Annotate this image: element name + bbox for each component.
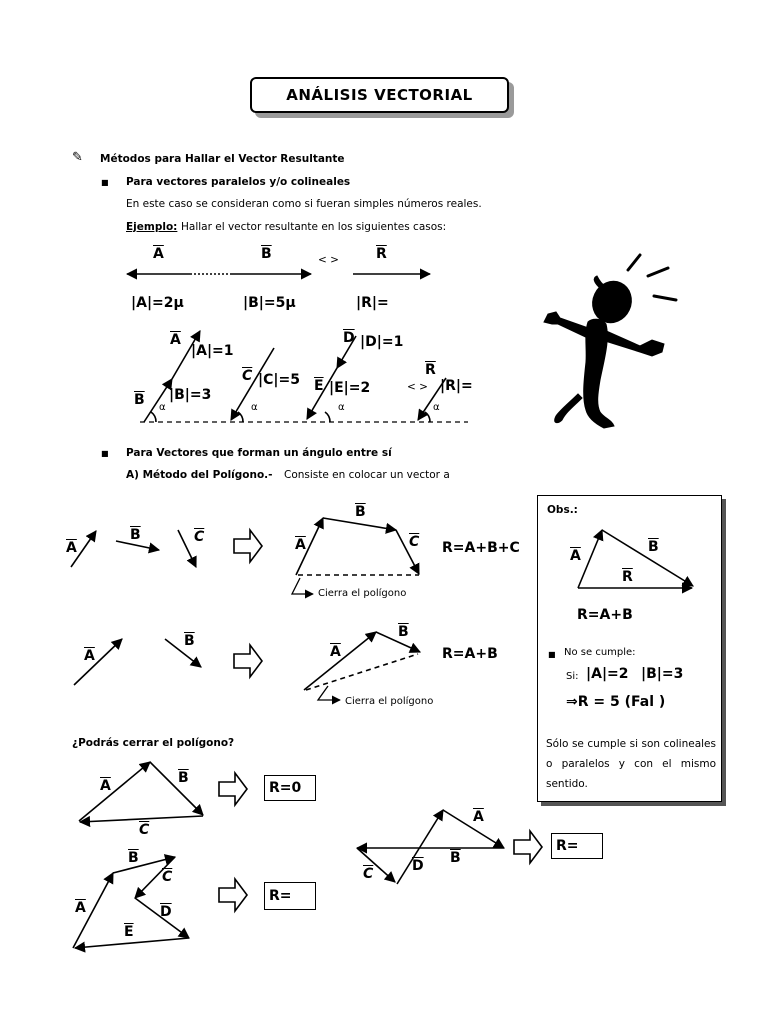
- incl-vector-d: [337, 336, 356, 368]
- closed1-vector-a: [79, 762, 150, 821]
- poly1-sep-c: [178, 530, 196, 567]
- poly2-b-label: $\overline{B}$: [184, 633, 195, 649]
- poly1-result: R=A+B+C: [442, 540, 520, 556]
- subheading-parallel: Para vectores paralelos y/o colineales: [126, 176, 351, 188]
- magnitude-a: |A|=2μ: [131, 295, 184, 311]
- poly1-b-label: $\overline{B}$: [130, 527, 141, 543]
- incl-equiv-sign: < >: [407, 381, 428, 393]
- obs-b-label: $\overline{B}$: [648, 539, 659, 555]
- incl-mag-r: |R|=: [440, 378, 473, 394]
- vector-r-label: $\overline{R}$: [376, 246, 387, 262]
- poly2-close-note: Cierra el polígono: [345, 696, 434, 707]
- incl-vector-a: [172, 331, 200, 379]
- closed3-c-label: $\overline{C}$: [363, 866, 374, 882]
- obs-note: Sólo se cumple si son colineales o paralelos y con el mismo sentido.: [546, 738, 716, 790]
- angle-alpha-2: α: [251, 402, 258, 413]
- bullet-square-icon-2: ■: [101, 449, 109, 458]
- incl-vector-c: [231, 348, 274, 420]
- incl-vector-r: [418, 378, 446, 420]
- poly1-vector-a: [296, 518, 323, 575]
- bullet-square-icon: ■: [101, 178, 109, 187]
- angle-arc-1: [151, 412, 156, 422]
- poly2-dashed-resultant: [306, 654, 418, 690]
- incl-mag-d: |D|=1: [360, 334, 404, 350]
- closed2-vector-e: [75, 938, 189, 948]
- incl-vector-e: [307, 368, 337, 419]
- incl-d-label: $\overline{D}$: [343, 330, 355, 346]
- equivalence-sign: < >: [318, 254, 339, 266]
- obs-vector-b: [602, 530, 693, 586]
- obs-si: Si:: [566, 671, 579, 682]
- closed3-vector-c: [357, 848, 395, 882]
- incl-a-label: $\overline{A}$: [170, 332, 181, 348]
- angle-alpha-4: α: [433, 402, 440, 413]
- magnitude-r: |R|=: [356, 295, 389, 311]
- incl-vector-b: [144, 379, 172, 422]
- obs-mag-a: |A|=2: [586, 666, 629, 682]
- closed2-b-label: $\overline{B}$: [128, 850, 139, 866]
- incl-mag-e: |E|=2: [329, 380, 371, 396]
- poly1-sep-a: [71, 531, 96, 567]
- closed2-vector-b: [113, 857, 175, 873]
- poly1-c2-label: $\overline{C}$: [409, 534, 420, 550]
- closed1-vector-c: [80, 816, 203, 822]
- question-text: ¿Podrás cerrar el polígono?: [72, 737, 235, 749]
- obs-title: Obs.:: [547, 504, 578, 516]
- incl-b-label: $\overline{B}$: [134, 392, 145, 408]
- hollow-arrow-3: [219, 773, 247, 805]
- closed1-result: R=0: [269, 780, 302, 796]
- hollow-arrow-1: [234, 530, 262, 562]
- poly2-result: R=A+B: [442, 646, 498, 662]
- cartoon-figure: [544, 255, 676, 428]
- closed2-d-label: $\overline{D}$: [160, 904, 172, 920]
- angle-arc-2: [238, 412, 243, 422]
- poly1-b2-label: $\overline{B}$: [355, 504, 366, 520]
- incl-r-label: $\overline{R}$: [425, 362, 436, 378]
- vector-a-label: $\overline{A}$: [153, 246, 164, 262]
- hollow-arrow-2: [234, 645, 262, 677]
- method-label: A) Método del Polígono.-: [126, 469, 273, 481]
- closed1-vector-b: [150, 762, 203, 815]
- obs-implies: ⇒R = 5 (Fal ): [566, 694, 666, 710]
- parallel-explanation: En este caso se consideran como si fueran simples números reales.: [126, 198, 482, 210]
- obs-bullet-icon: ■: [548, 650, 556, 659]
- pointing-hand-icon: ✎: [72, 150, 83, 165]
- angle-arc-4: [425, 412, 430, 422]
- closed3-vector-d: [397, 810, 443, 884]
- closed2-vector-d: [135, 898, 189, 938]
- hollow-arrow-4: [219, 879, 247, 911]
- closed2-vector-a: [73, 873, 113, 948]
- angle-arc-3: [325, 412, 330, 422]
- closed3-result: R=: [556, 838, 579, 854]
- obs-vector-a: [578, 530, 602, 588]
- poly2-vector-b: [376, 632, 420, 652]
- poly1-c-label: $\overline{C}$: [194, 529, 205, 545]
- method-text: Consiste en colocar un vector a: [284, 469, 450, 481]
- section-heading: Métodos para Hallar el Vector Resultante: [100, 153, 345, 165]
- angle-alpha-1: α: [159, 402, 166, 413]
- poly2-sep-a: [74, 639, 122, 685]
- poly2-sep-b: [165, 639, 201, 667]
- closed2-a-label: $\overline{A}$: [75, 900, 86, 916]
- page-title-text: ANÁLISIS VECTORIAL: [286, 86, 473, 104]
- poly1-sep-b: [116, 541, 159, 550]
- vector-b-label: $\overline{B}$: [261, 246, 272, 262]
- closed1-c-label: $\overline{C}$: [139, 822, 150, 838]
- example-label: Ejemplo:: [126, 221, 178, 233]
- obs-a-label: $\overline{A}$: [570, 548, 581, 564]
- poly2-a-label: $\overline{A}$: [84, 648, 95, 664]
- closed2-e-label: $\overline{E}$: [124, 924, 134, 940]
- closed3-a-label: $\overline{A}$: [473, 809, 484, 825]
- closed2-c-label: $\overline{C}$: [162, 869, 173, 885]
- poly1-close-pointer: [292, 578, 313, 594]
- poly2-b2-label: $\overline{B}$: [398, 624, 409, 640]
- obs-mag-b: |B|=3: [641, 666, 684, 682]
- poly1-vector-c: [396, 530, 419, 574]
- closed1-a-label: $\overline{A}$: [100, 778, 111, 794]
- obs-r-label: $\overline{R}$: [622, 569, 633, 585]
- closed2-vector-c: [135, 857, 175, 898]
- closed3-b-label: $\overline{B}$: [450, 850, 461, 866]
- poly2-close-pointer: [318, 686, 340, 700]
- poly1-vector-b: [323, 518, 396, 530]
- poly1-a-label: $\overline{A}$: [66, 540, 77, 556]
- poly2-a2-label: $\overline{A}$: [330, 644, 341, 660]
- incl-mag-a: |A|=1: [191, 343, 234, 359]
- closed3-d-label: $\overline{D}$: [412, 858, 424, 874]
- obs-formula: R=A+B: [577, 607, 633, 623]
- incl-c-label: $\overline{C}$: [242, 368, 253, 384]
- incl-mag-c: |C|=5: [258, 372, 300, 388]
- magnitude-b: |B|=5μ: [243, 295, 296, 311]
- incl-mag-b: |B|=3: [169, 387, 212, 403]
- subheading-angle: Para Vectores que forman un ángulo entre sí: [126, 447, 392, 459]
- poly1-close-note: Cierra el polígono: [318, 588, 407, 599]
- closed2-result: R=: [269, 888, 292, 904]
- obs-bullet-text: No se cumple:: [564, 647, 636, 658]
- angle-alpha-3: α: [338, 402, 345, 413]
- poly1-a2-label: $\overline{A}$: [295, 537, 306, 553]
- example-text: Hallar el vector resultante en los siguientes casos:: [181, 221, 447, 233]
- incl-e-label: $\overline{E}$: [314, 378, 324, 394]
- hollow-arrow-5: [514, 831, 542, 863]
- poly2-vector-a: [304, 632, 376, 690]
- closed3-vector-a: [443, 810, 504, 848]
- closed1-b-label: $\overline{B}$: [178, 770, 189, 786]
